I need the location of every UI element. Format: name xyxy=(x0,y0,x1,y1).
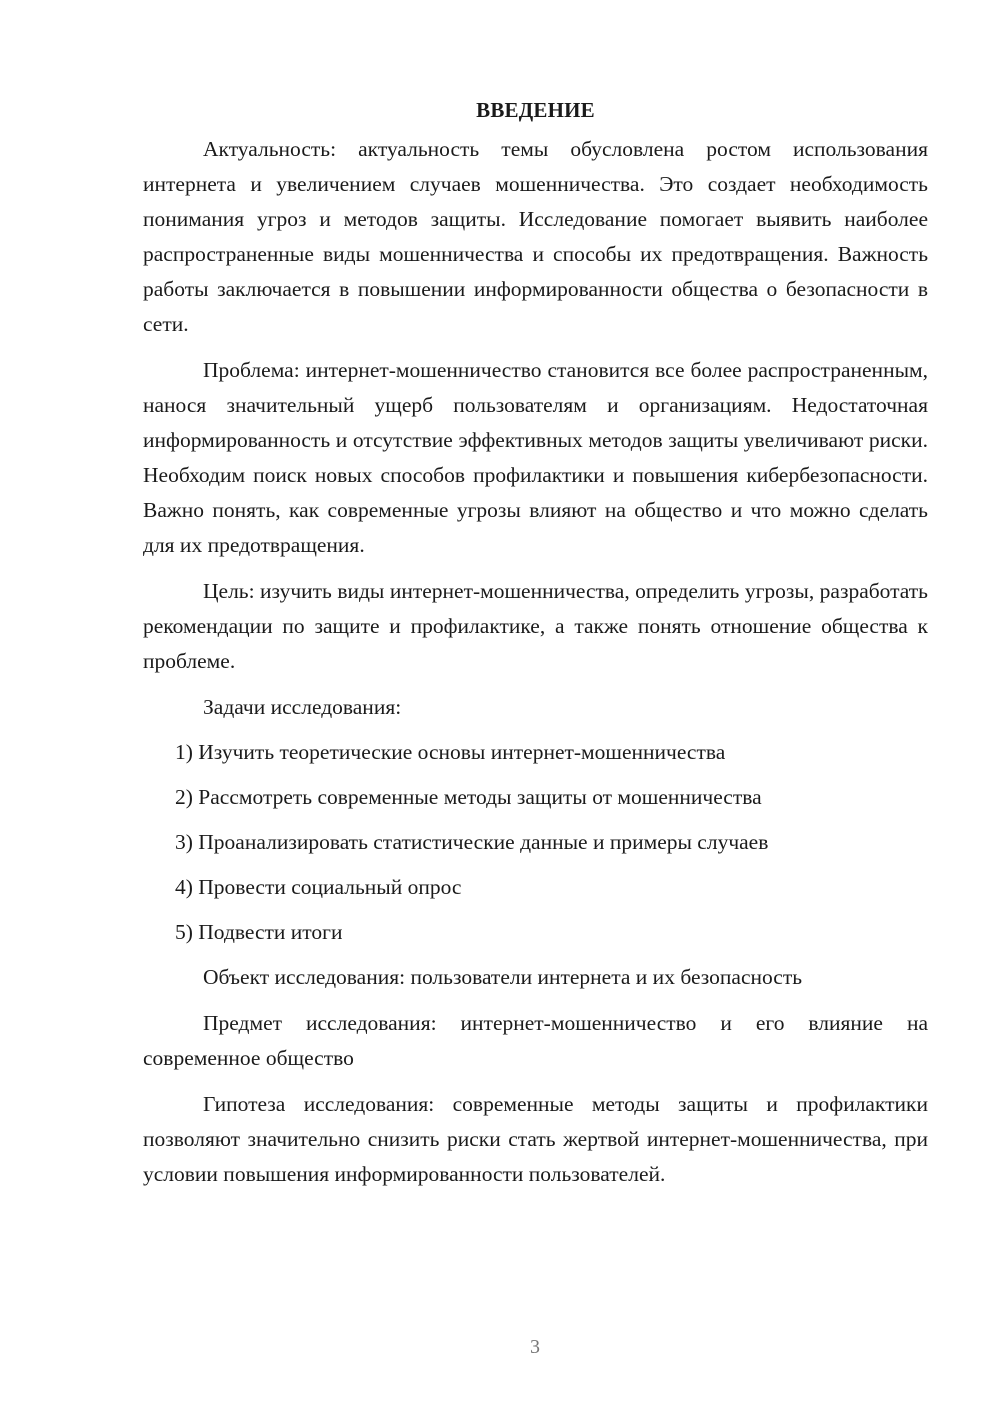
list-item: 2) Рассмотреть современные методы защиты от мошенничества xyxy=(175,785,762,809)
goal-paragraph: Цель: изучить виды интернет-мошенничества, определить угрозы, разработать рекомендации по защите и профилактике, а также понять отношение общества к проблеме. xyxy=(143,579,928,673)
page-content xyxy=(143,96,928,1203)
subject-paragraph: Предмет исследования: интернет-мошенничество и его влияние на современное общество xyxy=(143,1011,928,1070)
page-title: ВВЕДЕНИЕ xyxy=(476,98,595,122)
relevance-paragraph: Актуальность: актуальность темы обусловлена ростом использования интернета и увеличением случаев мошенничества. Это создает необходимость понимания угроз и методов защиты. Исследование помогает выявить наиболее распространенные виды мошенничества и способы их предотвращения. Важность работы заключается в повышении информированности общества о безопасности в сети. xyxy=(143,137,928,336)
problem-paragraph: Проблема: интернет-мошенничество становится все более распространенным, нанося значительный ущерб пользователям и организациям. Недостаточная информированность и отсутствие эффективных методов защиты увеличивают риски. Необходим поиск новых способов профилактики и повышения кибербезопасности. Важно понять, как современные угрозы влияют на общество и что можно сделать для их предотвращения. xyxy=(143,358,928,557)
tasks-title: Задачи исследования: xyxy=(203,695,402,719)
list-item: 1) Изучить теоретические основы интернет-мошенничества xyxy=(175,740,726,764)
hypothesis-paragraph: Гипотеза исследования: современные методы защиты и профилактики позволяют значительно снизить риски стать жертвой интернет-мошенничества, при условии повышения информированности пользователей. xyxy=(143,1092,928,1186)
list-item: 4) Провести социальный опрос xyxy=(175,875,462,899)
list-item: 5) Подвести итоги xyxy=(175,920,343,944)
page-number: 3 xyxy=(530,1336,540,1358)
tasks-list xyxy=(175,735,928,950)
object-paragraph: Объект исследования: пользователи интернета и их безопасность xyxy=(203,965,803,989)
list-item: 3) Проанализировать статистические данные и примеры случаев xyxy=(175,830,769,854)
